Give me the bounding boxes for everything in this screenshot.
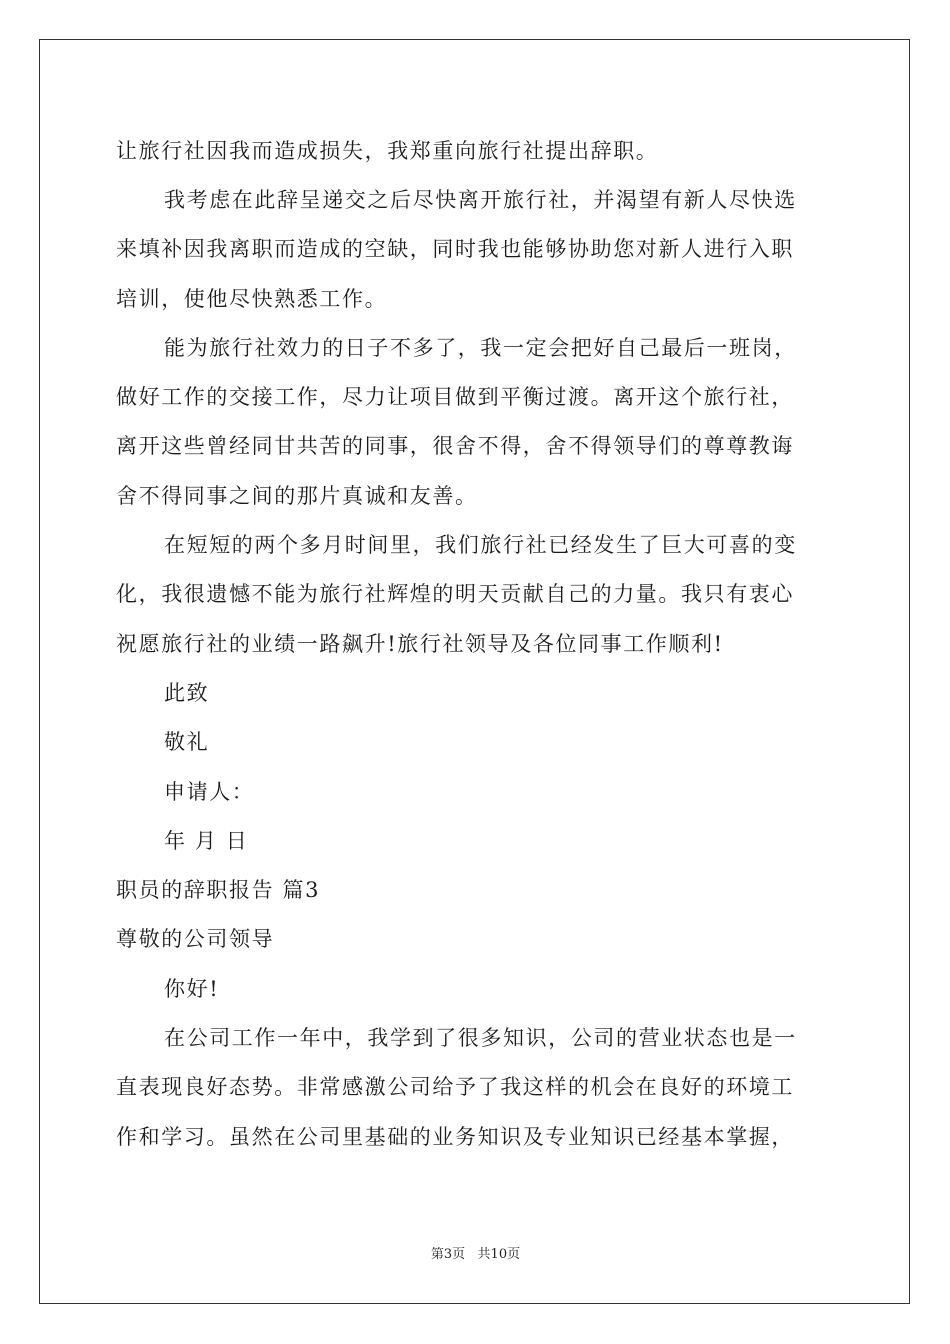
greeting: 你好! bbox=[164, 977, 220, 1001]
text-line: 培训，使他尽快熟悉工作。 bbox=[116, 287, 388, 311]
text-line: 离开这些曾经同甘共苦的同事，很舍不得，舍不得领导们的尊尊教诲 bbox=[116, 434, 794, 458]
closing-salutation: 此致 bbox=[164, 681, 210, 705]
page-frame bbox=[39, 39, 910, 1304]
text-line: 祝愿旅行社的业绩一路飙升!旅行社领导及各位同事工作顺利! bbox=[116, 632, 724, 656]
text-line: 舍不得同事之间的那片真诚和友善。 bbox=[116, 484, 478, 508]
text-line: 在公司工作一年中，我学到了很多知识，公司的营业状态也是一 bbox=[164, 1026, 797, 1050]
text-line: 在短短的两个多月时间里，我们旅行社已经发生了巨大可喜的变 bbox=[164, 533, 797, 557]
section-heading: 职员的辞职报告 篇3 bbox=[116, 878, 321, 902]
closing-regards: 敬礼 bbox=[164, 730, 210, 754]
text-line: 化，我很遗憾不能为旅行社辉煌的明天贡献自己的力量。我只有衷心 bbox=[116, 582, 794, 606]
text-line: 来填补因我离职而造成的空缺，同时我也能够协助您对新人进行入职 bbox=[116, 237, 794, 261]
applicant-label: 申请人： bbox=[164, 780, 255, 804]
text-line: 能为旅行社效力的日子不多了，我一定会把好自己最后一班岗， bbox=[164, 336, 797, 360]
page-number-footer: 第3页 共10页 bbox=[430, 1247, 521, 1262]
text-line: 让旅行社因我而造成损失，我郑重向旅行社提出辞职。 bbox=[116, 139, 659, 163]
text-line: 作和学习。虽然在公司里基础的业务知识及专业知识已经基本掌握， bbox=[116, 1125, 794, 1149]
date-label: 年 月 日 bbox=[164, 829, 249, 853]
text-line: 直表现良好态势。非常感激公司给予了我这样的机会在良好的环境工 bbox=[116, 1075, 794, 1099]
text-line: 做好工作的交接工作，尽力让项目做到平衡过渡。离开这个旅行社， bbox=[116, 385, 794, 409]
salutation: 尊敬的公司领导 bbox=[116, 927, 275, 951]
text-line: 我考虑在此辞呈递交之后尽快离开旅行社，并渴望有新人尽快选 bbox=[164, 188, 797, 212]
